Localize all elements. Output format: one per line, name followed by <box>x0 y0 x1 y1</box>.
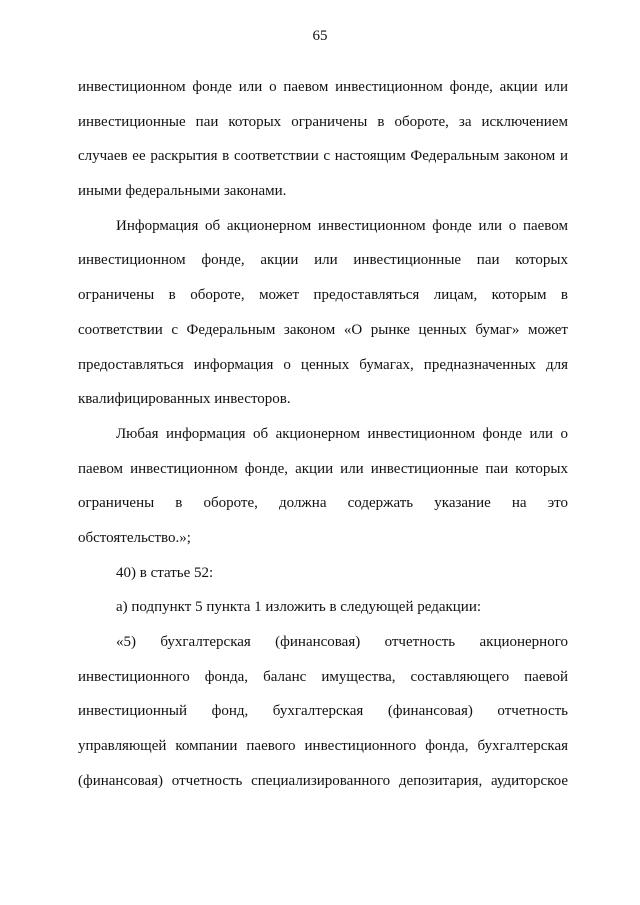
text-line: инвестиционный фонд, бухгалтерская (финансовая) отчетность <box>78 703 568 720</box>
text-line: инвестиционном фонде, акции или инвестиционные паи которых <box>78 252 568 269</box>
text-line: а) подпункт 5 пункта 1 изложить в следующей редакции: <box>116 599 482 616</box>
text-line: Любая информация об акционерном инвестиционном фонде или о <box>116 425 568 442</box>
text-line: управляющей компании паевого инвестиционного фонда, бухгалтерская <box>78 738 568 755</box>
document-body <box>78 70 568 798</box>
text-line: инвестиционные паи которых ограничены в обороте, за исключением <box>78 113 568 130</box>
text-line: 40) в статье 52: <box>116 564 214 581</box>
text-line: ограничены в обороте, должна содержать указание на это <box>78 495 568 512</box>
text-line: паевом инвестиционном фонде, акции или инвестиционные паи которых <box>78 460 568 477</box>
text-line: инвестиционном фонде или о паевом инвестиционном фонде, акции или <box>78 79 568 95</box>
text-line: (финансовая) отчетность специализированного депозитария, аудиторское <box>78 772 568 789</box>
text-line: соответствии с Федеральным законом «О рынке ценных бумаг» может <box>78 321 568 338</box>
page-number: 65 <box>312 28 328 44</box>
text-line: случаев ее раскрытия в соответствии с настоящим Федеральным законом и <box>78 148 568 165</box>
text-line: ограничены в обороте, может предоставляться лицам, которым в <box>78 287 568 304</box>
text-line: инвестиционного фонда, баланс имущества, составляющего паевой <box>78 668 568 685</box>
text-line: Информация об акционерном инвестиционном фонде или о паевом <box>116 217 568 234</box>
text-line: иными федеральными законами. <box>78 183 287 200</box>
text-line: квалифицированных инвесторов. <box>78 391 291 408</box>
text-line: «5) бухгалтерская (финансовая) отчетность акционерного <box>116 634 568 650</box>
text-line: предоставляться информация о ценных бумагах, предназначенных для <box>78 356 568 373</box>
text-line: обстоятельство.»; <box>78 529 191 546</box>
